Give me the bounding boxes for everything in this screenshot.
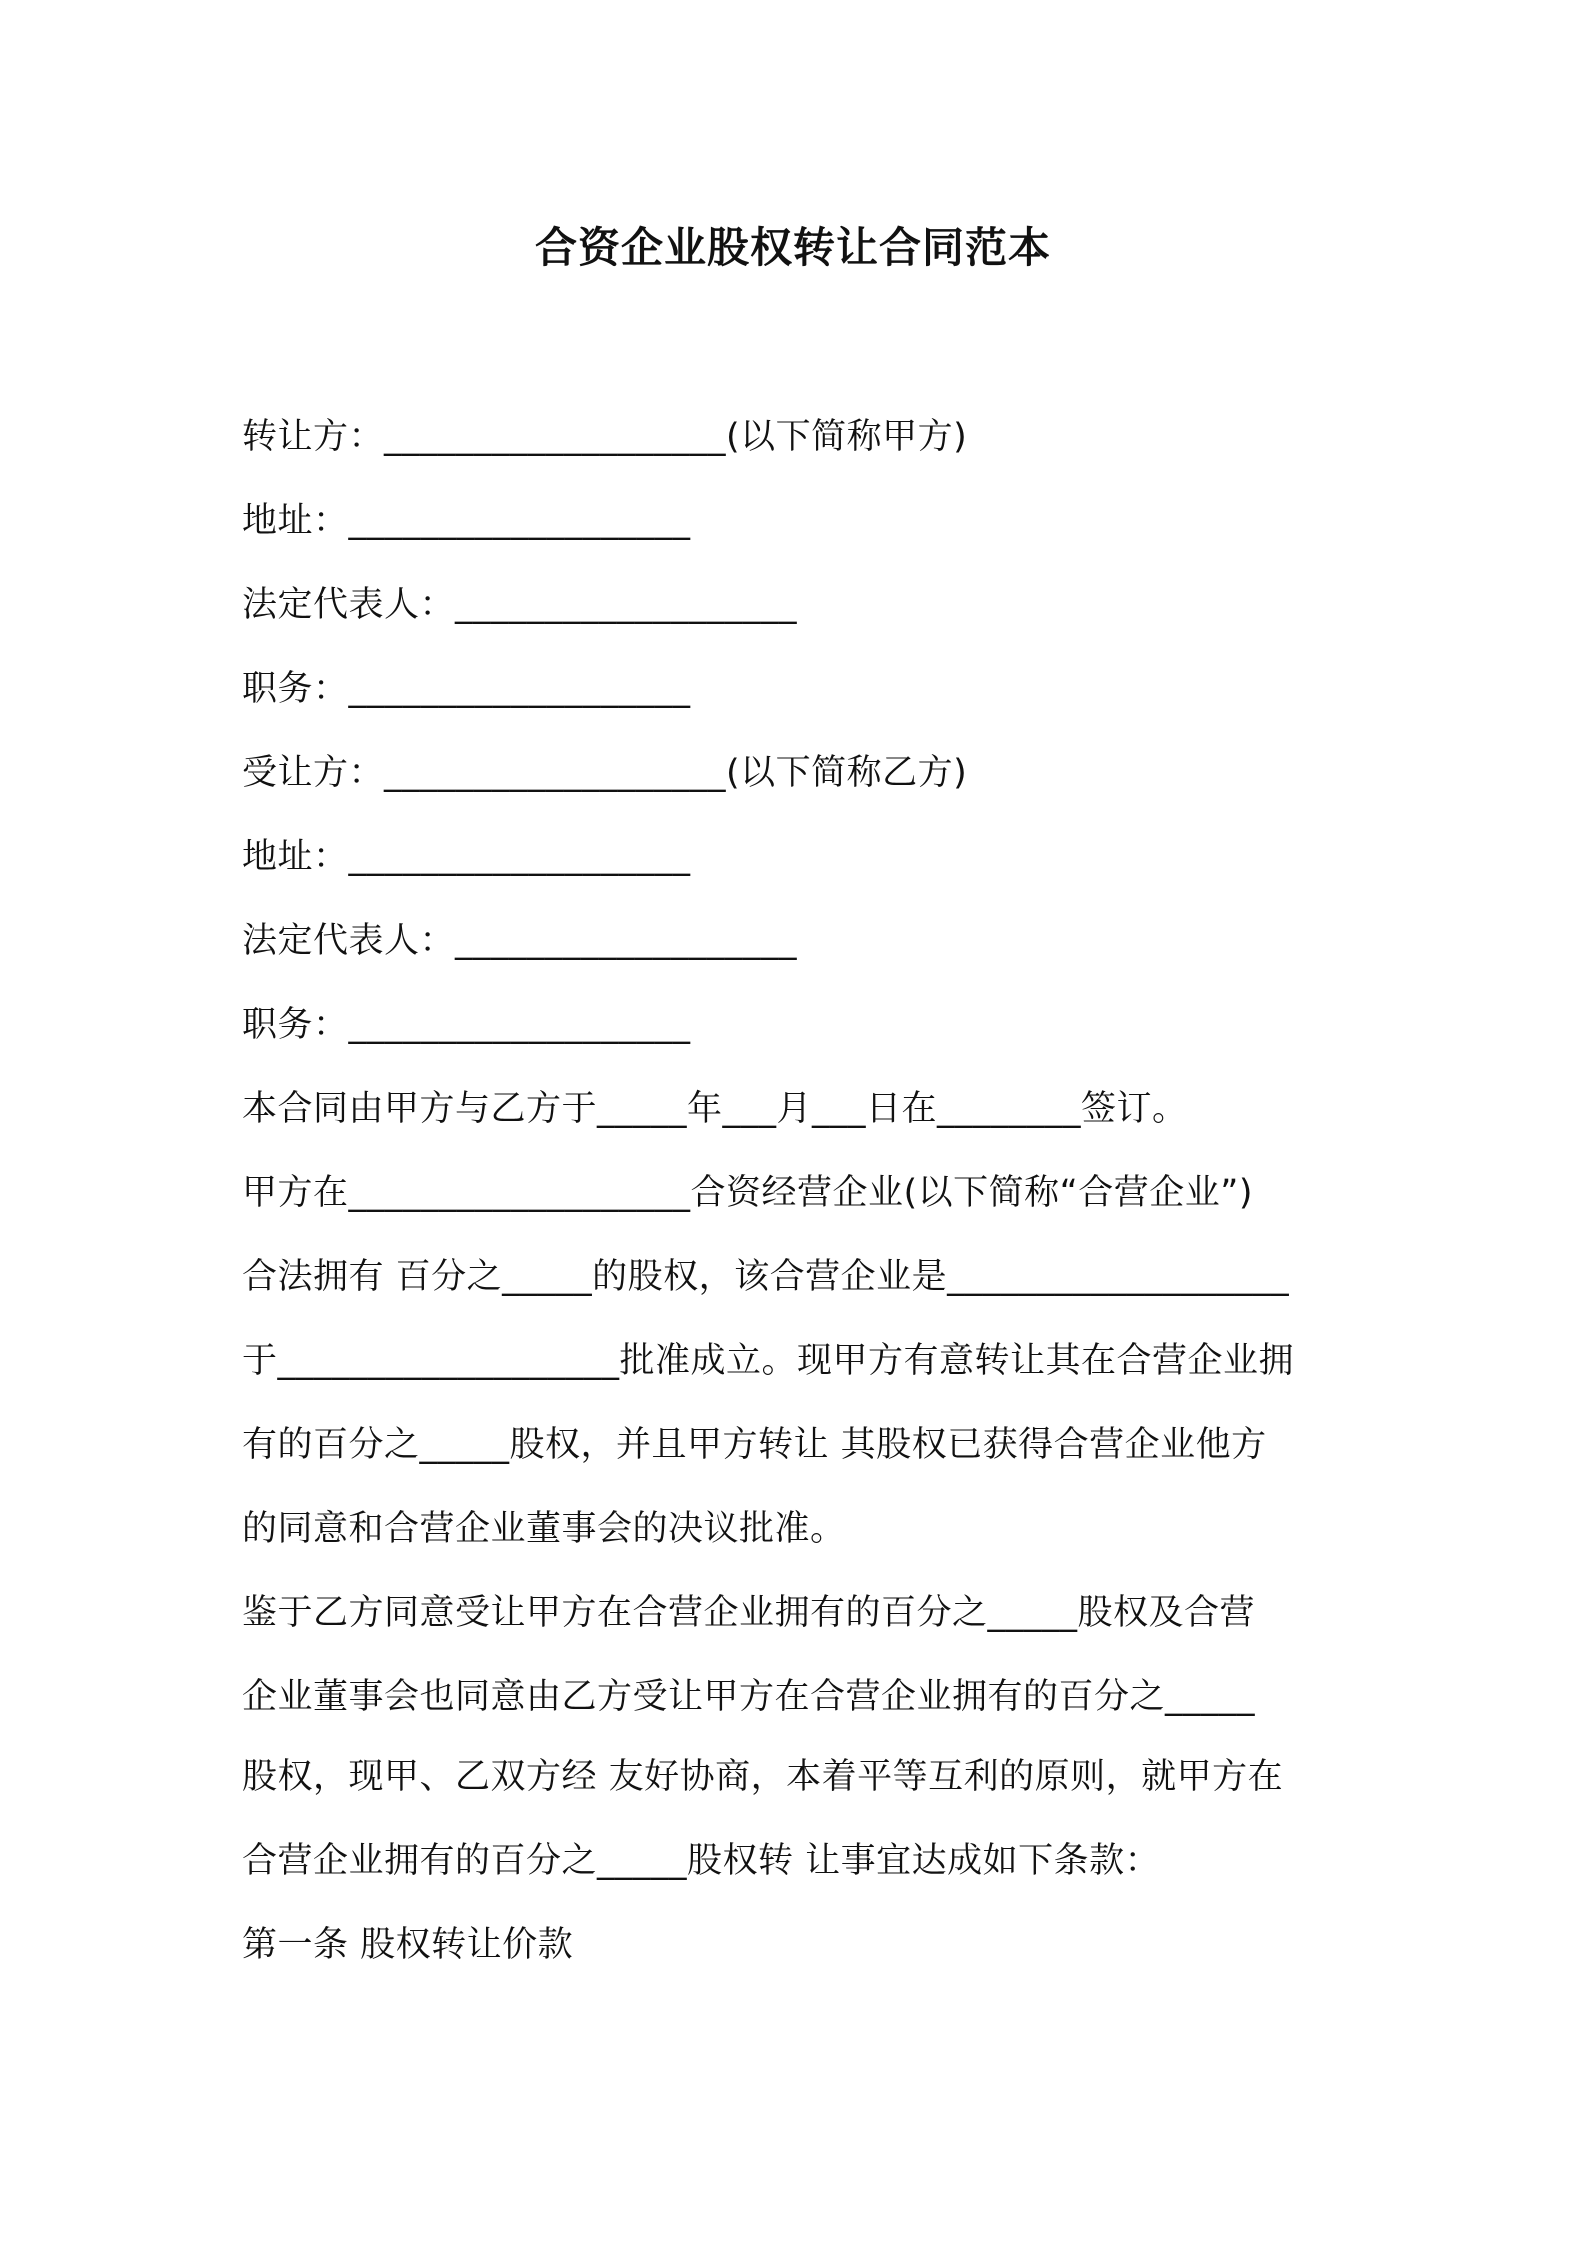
body-paragraph-2-line-3: 股权，现甲、乙双方经 友好协商，本着平等互利的原则，就甲方在 [242, 1757, 1284, 1797]
body-paragraph-1-line-3: 于___________________批准成立。现甲方有意转让其在合营企业拥 [242, 1341, 1295, 1381]
transferee-position-line: 职务：___________________ [242, 1005, 691, 1045]
body-paragraph-1-line-5: 的同意和合营企业董事会的决议批准。 [242, 1509, 846, 1549]
body-paragraph-2-line-1: 鉴于乙方同意受让甲方在合营企业拥有的百分之_____股权及合营 [242, 1593, 1256, 1633]
transferee-legal-rep-line: 法定代表人：___________________ [242, 921, 798, 961]
signing-date-line: 本合同由甲方与乙方于_____年___月___日在________签订。 [242, 1089, 1188, 1129]
transferor-legal-rep-line: 法定代表人：___________________ [242, 585, 798, 625]
transferor-line: 转让方：___________________(以下简称甲方) [242, 417, 968, 457]
body-paragraph-2-line-4: 合营企业拥有的百分之_____股权转 让事宜达成如下条款： [242, 1841, 1161, 1881]
body-paragraph-1-line-2: 合法拥有 百分之_____的股权，该合营企业是___________________ [242, 1257, 1290, 1297]
transferor-position-line: 职务：___________________ [242, 669, 691, 709]
body-paragraph-2-line-2: 企业董事会也同意由乙方受让甲方在合营企业拥有的百分之_____ [242, 1677, 1256, 1717]
body-paragraph-1-line-1: 甲方在___________________合资经营企业(以下简称“合营企业”) [242, 1173, 1254, 1213]
transferee-line: 受让方：___________________(以下简称乙方) [242, 753, 968, 793]
body-paragraph-1-line-4: 有的百分之_____股权，并且甲方转让 其股权已获得合营企业他方 [242, 1425, 1267, 1465]
document-title: 合资企业股权转让合同范本 [534, 223, 1051, 272]
article-1-heading: 第一条 股权转让价款 [242, 1925, 574, 1965]
transferor-address-line: 地址：___________________ [242, 501, 691, 541]
transferee-address-line: 地址：___________________ [242, 837, 691, 877]
